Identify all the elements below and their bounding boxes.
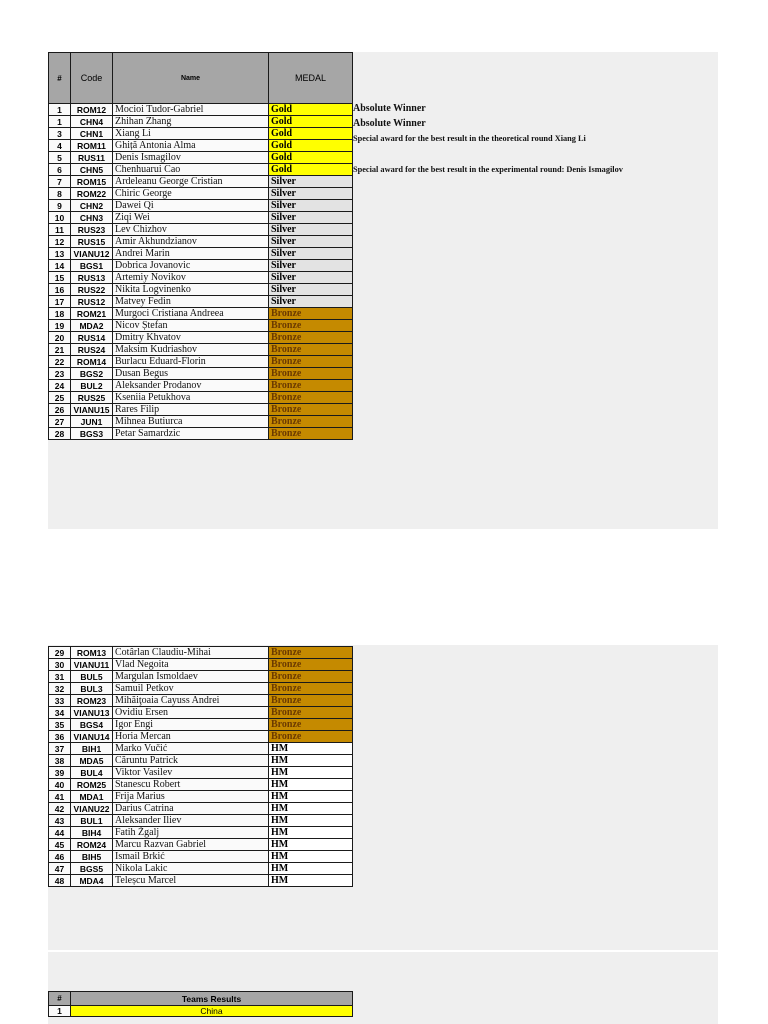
team-row [49,1006,353,1017]
name-cell: Nikola Lakic [113,863,269,875]
code-cell: VIANU11 [71,659,113,671]
medal-cell: Silver [269,272,353,284]
name-cell: Dobrica Jovanovic [113,260,269,272]
table-row [49,248,353,260]
name-cell: Fatih Žgalj [113,827,269,839]
code-cell: RUS25 [71,392,113,404]
table-row [49,779,353,791]
name-cell: Horia Mercan [113,731,269,743]
rank-cell: 4 [49,140,71,152]
rank-cell: 27 [49,416,71,428]
medal-cell: Bronze [269,416,353,428]
code-cell: BUL2 [71,380,113,392]
rank-cell: 43 [49,815,71,827]
name-cell: Aleksander Prodanov [113,380,269,392]
name-cell: Marcu Razvan Gabriel [113,839,269,851]
rank-cell: 25 [49,392,71,404]
rank-cell: 5 [49,152,71,164]
medal-cell: Silver [269,236,353,248]
code-cell: CHN2 [71,200,113,212]
name-cell: Ghiță Antonia Alma [113,140,269,152]
name-cell: Ardeleanu George Cristian [113,176,269,188]
rank-cell: 1 [49,104,71,116]
table-row [49,815,353,827]
name-cell: Chenhuarui Cao [113,164,269,176]
code-cell: RUS12 [71,296,113,308]
medal-cell: Bronze [269,731,353,743]
code-cell: BUL5 [71,671,113,683]
code-cell: BGS3 [71,428,113,440]
table-row [49,116,353,128]
table-row [49,416,353,428]
rank-cell: 23 [49,368,71,380]
medal-cell: Bronze [269,404,353,416]
rank-cell: 40 [49,779,71,791]
medal-cell: Silver [269,188,353,200]
code-cell: ROM21 [71,308,113,320]
rank-cell: 39 [49,767,71,779]
table-row [49,356,353,368]
medal-cell: HM [269,851,353,863]
rank-cell: 10 [49,212,71,224]
rank-cell: 32 [49,683,71,695]
rank-cell: 18 [49,308,71,320]
medal-cell: Bronze [269,356,353,368]
code-cell: ROM25 [71,779,113,791]
code-cell: CHN1 [71,128,113,140]
name-cell: Chiric George [113,188,269,200]
medal-cell: Bronze [269,719,353,731]
medal-cell: Bronze [269,380,353,392]
medal-cell: HM [269,743,353,755]
name-cell: Samuil Petkov [113,683,269,695]
name-cell: Petar Samardzic [113,428,269,440]
medal-cell: Gold [269,104,353,116]
medal-cell: HM [269,779,353,791]
rank-cell: 24 [49,380,71,392]
rank-cell: 16 [49,284,71,296]
code-cell: BGS4 [71,719,113,731]
team-name-cell: China [71,1006,353,1017]
medal-cell: Bronze [269,683,353,695]
medal-cell: Silver [269,200,353,212]
table-row [49,791,353,803]
name-cell: Mihăiţoaia Cayuss Andrei [113,695,269,707]
name-cell: Nicov Ștefan [113,320,269,332]
code-cell: JUN1 [71,416,113,428]
table-row [49,320,353,332]
code-cell: ROM14 [71,356,113,368]
name-cell: Vlad Negoita [113,659,269,671]
code-cell: MDA5 [71,755,113,767]
name-cell: Stanescu Robert [113,779,269,791]
table-row [49,767,353,779]
rank-cell: 41 [49,791,71,803]
rank-cell: 19 [49,320,71,332]
table-row [49,659,353,671]
header-code: Code [71,53,113,104]
name-cell: Zhihan Zhang [113,116,269,128]
teams-header-num: # [49,992,71,1006]
name-cell: Căruntu Patrick [113,755,269,767]
code-cell: BUL4 [71,767,113,779]
rank-cell: 46 [49,851,71,863]
code-cell: BIH4 [71,827,113,839]
code-cell: BGS5 [71,863,113,875]
award-note: Absolute Winner [353,103,426,114]
code-cell: RUS13 [71,272,113,284]
table-row [49,428,353,440]
rank-cell: 11 [49,224,71,236]
table-row [49,224,353,236]
medal-cell: Bronze [269,332,353,344]
code-cell: ROM11 [71,140,113,152]
code-cell: BIH1 [71,743,113,755]
table-row [49,875,353,887]
table-row [49,392,353,404]
header-medal: MEDAL [269,53,353,104]
code-cell: RUS22 [71,284,113,296]
medal-cell: Bronze [269,707,353,719]
name-cell: Viktor Vasilev [113,767,269,779]
medal-cell: HM [269,863,353,875]
medal-cell: Bronze [269,320,353,332]
rank-cell: 7 [49,176,71,188]
table-row [49,332,353,344]
medal-cell: HM [269,803,353,815]
table-row [49,152,353,164]
medal-cell: HM [269,767,353,779]
name-cell: Igor Engi [113,719,269,731]
medal-cell: Silver [269,248,353,260]
code-cell: ROM15 [71,176,113,188]
rank-cell: 44 [49,827,71,839]
code-cell: MDA2 [71,320,113,332]
results-table-1 [48,52,353,440]
teams-header-row [49,992,353,1006]
table-row [49,851,353,863]
medal-cell: Bronze [269,647,353,659]
medal-cell: Bronze [269,671,353,683]
rank-cell: 28 [49,428,71,440]
medal-cell: Silver [269,212,353,224]
rank-cell: 37 [49,743,71,755]
name-cell: Marko Vučić [113,743,269,755]
rank-cell: 35 [49,719,71,731]
code-cell: VIANU14 [71,731,113,743]
medal-cell: Bronze [269,344,353,356]
rank-cell: 34 [49,707,71,719]
name-cell: Frija Marius [113,791,269,803]
rank-cell: 21 [49,344,71,356]
name-cell: Matvey Fedin [113,296,269,308]
medal-cell: HM [269,815,353,827]
header-num: # [49,53,71,104]
name-cell: Lev Chizhov [113,224,269,236]
header-row [49,53,353,104]
table-row [49,344,353,356]
name-cell: Dmitry Khvatov [113,332,269,344]
table-row [49,380,353,392]
code-cell: RUS15 [71,236,113,248]
code-cell: BIH5 [71,851,113,863]
name-cell: Murgoci Cristiana Andreea [113,308,269,320]
table-row [49,140,353,152]
code-cell: VIANU13 [71,707,113,719]
header-name: Name [113,53,269,104]
table-row [49,404,353,416]
rank-cell: 14 [49,260,71,272]
rank-cell: 33 [49,695,71,707]
table-row [49,164,353,176]
table-row [49,743,353,755]
name-cell: Dusan Begus [113,368,269,380]
name-cell: Burlacu Eduard-Florin [113,356,269,368]
table-row [49,104,353,116]
rank-cell: 9 [49,200,71,212]
table-row [49,200,353,212]
table-row [49,839,353,851]
code-cell: BUL3 [71,683,113,695]
name-cell: Kseniia Petukhova [113,392,269,404]
rank-cell: 38 [49,755,71,767]
name-cell: Andrei Marin [113,248,269,260]
code-cell: RUS14 [71,332,113,344]
award-note: Special award for the best result in the theoretical round Xiang Li [353,134,586,143]
code-cell: VIANU22 [71,803,113,815]
medal-cell: Bronze [269,695,353,707]
code-cell: ROM24 [71,839,113,851]
table-row [49,128,353,140]
rank-cell: 12 [49,236,71,248]
rank-cell: 17 [49,296,71,308]
code-cell: CHN4 [71,116,113,128]
rank-cell: 20 [49,332,71,344]
medal-cell: Bronze [269,392,353,404]
name-cell: Cotârlan Claudiu-Mihai [113,647,269,659]
table-row [49,647,353,659]
name-cell: Ziqi Wei [113,212,269,224]
rank-cell: 29 [49,647,71,659]
rank-cell: 47 [49,863,71,875]
table-row [49,272,353,284]
award-note: Special award for the best result in the experimental round: Denis Ismagilov [353,165,623,174]
rank-cell: 3 [49,128,71,140]
rank-cell: 22 [49,356,71,368]
code-cell: MDA1 [71,791,113,803]
rank-cell: 42 [49,803,71,815]
code-cell: ROM22 [71,188,113,200]
medal-cell: HM [269,755,353,767]
name-cell: Amir Akhundzianov [113,236,269,248]
rank-cell: 31 [49,671,71,683]
rank-cell: 8 [49,188,71,200]
medal-cell: Gold [269,164,353,176]
table-row [49,863,353,875]
table-row [49,308,353,320]
medal-cell: Bronze [269,428,353,440]
medal-cell: HM [269,875,353,887]
medal-cell: Bronze [269,368,353,380]
medal-cell: Silver [269,284,353,296]
code-cell: RUS23 [71,224,113,236]
table-row [49,719,353,731]
name-cell: Margulan Ismoldaev [113,671,269,683]
medal-cell: Bronze [269,659,353,671]
rank-cell: 30 [49,659,71,671]
medal-cell: Gold [269,152,353,164]
medal-cell: Silver [269,224,353,236]
name-cell: Artemiy Novikov [113,272,269,284]
table-row [49,731,353,743]
name-cell: Mocioi Tudor-Gabriel [113,104,269,116]
medal-cell: Silver [269,176,353,188]
rank-cell: 1 [49,116,71,128]
rank-cell: 45 [49,839,71,851]
table-row [49,803,353,815]
name-cell: Denis Ismagilov [113,152,269,164]
medal-cell: Gold [269,140,353,152]
rank-cell: 15 [49,272,71,284]
rank-cell: 13 [49,248,71,260]
medal-cell: HM [269,791,353,803]
rank-cell: 26 [49,404,71,416]
medal-cell: Silver [269,296,353,308]
medal-cell: HM [269,827,353,839]
name-cell: Nikita Logvinenko [113,284,269,296]
table-row [49,236,353,248]
name-cell: Ismail Brkić [113,851,269,863]
table-row [49,368,353,380]
table-row [49,695,353,707]
code-cell: ROM23 [71,695,113,707]
code-cell: VIANU12 [71,248,113,260]
code-cell: BGS1 [71,260,113,272]
code-cell: ROM13 [71,647,113,659]
name-cell: Ovidiu Ersen [113,707,269,719]
code-cell: RUS24 [71,344,113,356]
code-cell: BUL1 [71,815,113,827]
code-cell: BGS2 [71,368,113,380]
table-row [49,284,353,296]
medal-cell: Silver [269,260,353,272]
table-row [49,707,353,719]
name-cell: Rares Filip [113,404,269,416]
name-cell: Mihnea Butiurca [113,416,269,428]
table-row [49,176,353,188]
code-cell: VIANU15 [71,404,113,416]
table-row [49,671,353,683]
name-cell: Teleșcu Marcel [113,875,269,887]
medal-cell: Bronze [269,308,353,320]
medal-cell: Gold [269,116,353,128]
teams-results-table [48,991,353,1017]
code-cell: CHN3 [71,212,113,224]
table-row [49,755,353,767]
table-row [49,188,353,200]
name-cell: Maksim Kudriashov [113,344,269,356]
code-cell: ROM12 [71,104,113,116]
teams-header-title: Teams Results [71,992,353,1006]
award-note: Absolute Winner [353,118,426,129]
table-row [49,296,353,308]
table-row [49,212,353,224]
rank-cell: 48 [49,875,71,887]
name-cell: Dawei Qi [113,200,269,212]
team-rank-cell: 1 [49,1006,71,1017]
table-row [49,827,353,839]
rank-cell: 6 [49,164,71,176]
medal-cell: Gold [269,128,353,140]
table-row [49,260,353,272]
code-cell: RUS11 [71,152,113,164]
table-row [49,683,353,695]
rank-cell: 36 [49,731,71,743]
code-cell: CHN5 [71,164,113,176]
code-cell: MDA4 [71,875,113,887]
medal-cell: HM [269,839,353,851]
results-table-2 [48,646,353,887]
name-cell: Xiang Li [113,128,269,140]
name-cell: Aleksander Iliev [113,815,269,827]
name-cell: Darius Catrina [113,803,269,815]
